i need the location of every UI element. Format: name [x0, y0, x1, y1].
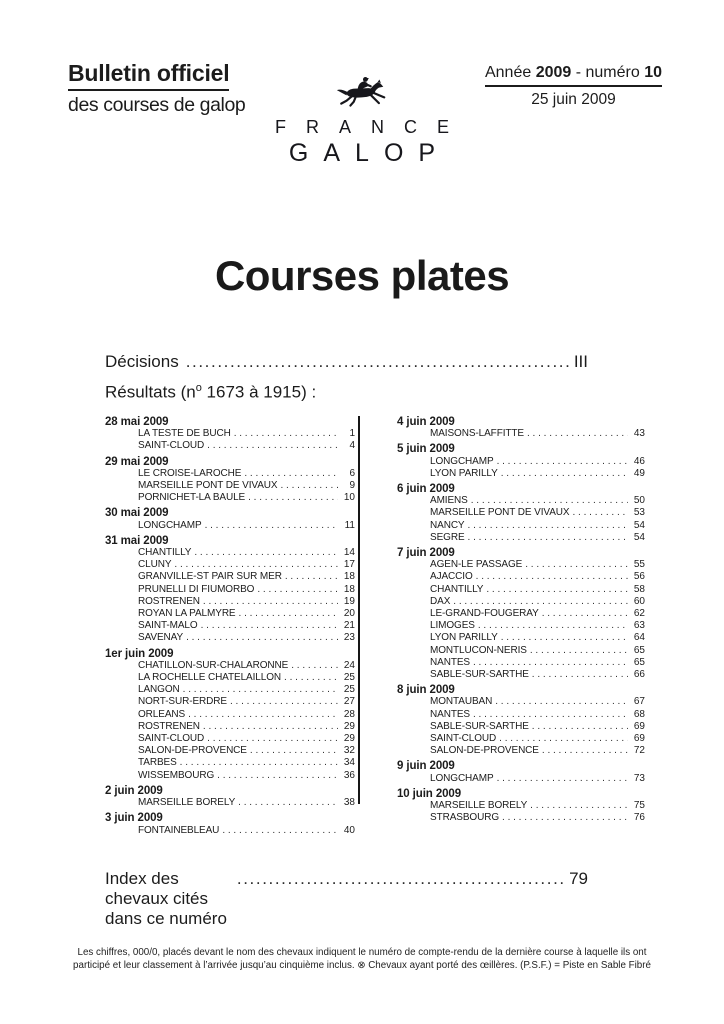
toc-date-group: [105, 507, 355, 531]
toc-entry: [105, 480, 355, 492]
toc-entry: [397, 428, 645, 440]
summary-section: [105, 350, 588, 405]
racecourse-name: LANGON: [138, 684, 180, 696]
galloping-horse-jockey-icon: [333, 74, 391, 112]
dot-leader: [230, 696, 338, 708]
dot-leader: [180, 757, 338, 769]
dot-leader: [573, 507, 629, 519]
dot-leader: [203, 721, 338, 733]
page-number: 32: [343, 745, 355, 757]
dot-leader: [250, 745, 338, 757]
dot-leader: [257, 584, 338, 596]
page-number: 11: [344, 519, 355, 531]
page-number: 58: [633, 583, 645, 595]
toc-date-group: [105, 785, 355, 809]
racecourse-name: SEGRE: [430, 531, 465, 543]
page-number: 68: [633, 708, 645, 720]
dot-leader: [237, 869, 565, 889]
toc-entry: [397, 532, 645, 544]
racecourse-name: SAINT-CLOUD: [138, 733, 205, 745]
toc-date-heading: 2 juin 2009: [105, 784, 163, 797]
dot-leader: [499, 733, 628, 745]
dot-leader: [248, 492, 338, 504]
toc-date-group: [397, 684, 645, 757]
racecourse-name: WISSEMBOURG: [138, 769, 215, 781]
toc-entry: [105, 745, 355, 757]
issue-number: 10: [644, 64, 662, 81]
toc-entry: [397, 773, 645, 785]
toc-date-heading: 8 juin 2009: [397, 684, 455, 697]
toc-entry: [397, 596, 645, 608]
racecourse-name: MARSEILLE BORELY: [138, 797, 236, 809]
page-number: 29: [343, 720, 355, 732]
racecourse-name: SAVENAY: [138, 632, 184, 644]
dot-leader: [201, 620, 338, 632]
dot-leader: [188, 709, 338, 721]
dot-leader: [530, 800, 628, 812]
toc-entry: [105, 559, 355, 571]
toc-entry: [105, 825, 355, 837]
racecourse-name: MARSEILLE BORELY: [430, 800, 528, 812]
toc-date-group: [105, 812, 355, 836]
racecourse-name: SALON-DE-PROVENCE: [138, 745, 247, 757]
toc-date-group: [397, 788, 645, 825]
racecourse-name: SALON-DE-PROVENCE: [430, 745, 539, 757]
toc-date-heading: 3 juin 2009: [105, 812, 163, 825]
dot-leader: [532, 721, 628, 733]
racecourse-name: SAINT-CLOUD: [138, 440, 205, 452]
dot-leader: [207, 440, 338, 452]
toc-date-heading: 29 mai 2009: [105, 455, 169, 468]
page-number: 75: [633, 800, 645, 812]
dot-leader: [478, 620, 628, 632]
toc-entry: [397, 721, 645, 733]
racecourse-name: PORNICHET-LA BAULE: [138, 492, 246, 504]
racecourse-name: NORT-SUR-ERDRE: [138, 696, 227, 708]
toc-entry: [397, 520, 645, 532]
toc-date-heading: 6 juin 2009: [397, 483, 455, 496]
racecourse-name: SABLE-SUR-SARTHE: [430, 669, 529, 681]
toc-entry: [105, 709, 355, 721]
racecourse-name: GRANVILLE-ST PAIR SUR MER: [138, 571, 282, 583]
issue-year: 2009: [535, 64, 572, 81]
page-number: 4: [349, 440, 355, 452]
page-number: 36: [343, 769, 355, 781]
page-number: 28: [343, 708, 355, 720]
dot-leader: [174, 559, 338, 571]
toc-entry: [105, 468, 355, 480]
page-number: 65: [633, 656, 645, 668]
racecourse-name: NANTES: [430, 708, 470, 720]
racecourse-name: LONGCHAMP: [430, 455, 494, 467]
page-number: 60: [633, 595, 645, 607]
page-number: 53: [633, 507, 645, 519]
page-number: 69: [633, 720, 645, 732]
page-number: 62: [633, 608, 645, 620]
page-number: 55: [633, 559, 645, 571]
dot-leader: [495, 696, 628, 708]
page-number: 66: [633, 669, 645, 681]
page-number: 20: [343, 608, 355, 620]
page-number: 50: [633, 495, 645, 507]
page-number: 29: [343, 733, 355, 745]
horse-index-row: [105, 869, 588, 929]
dot-leader: [239, 608, 338, 620]
page-number: 19: [343, 595, 355, 607]
page-number: 54: [633, 519, 645, 531]
toc-date-group: [105, 416, 355, 453]
racecourse-name: CHANTILLY: [138, 547, 192, 559]
toc-entry: [105, 620, 355, 632]
toc-date-heading: 7 juin 2009: [397, 547, 455, 560]
racecourse-name: LIMOGES: [430, 620, 475, 632]
issue-annee-label: Année: [484, 64, 536, 81]
masthead-title: Bulletin officiel: [68, 60, 229, 91]
page-number: 38: [343, 797, 355, 809]
toc-entry: [105, 428, 355, 440]
racecourse-name: SABLE-SUR-SARTHE: [430, 720, 529, 732]
page-number: 56: [633, 571, 645, 583]
page-number: 65: [633, 644, 645, 656]
logo-text-france: FRANCE: [274, 117, 469, 137]
racecourse-name: AJACCIO: [430, 571, 473, 583]
dot-leader: [183, 684, 338, 696]
racecourse-name: NANTES: [430, 656, 470, 668]
toc-entry: [397, 584, 645, 596]
horse-index-page-number: 79: [569, 869, 588, 888]
toc-date-heading: 5 juin 2009: [397, 443, 455, 456]
page-number: 6: [349, 467, 355, 479]
page-number: 9: [349, 480, 355, 492]
racecourse-name: LE-GRAND-FOUGERAY: [430, 608, 539, 620]
page-number: 25: [343, 672, 355, 684]
racecourse-name: STRASBOURG: [430, 812, 500, 824]
dot-leader: [525, 559, 628, 571]
toc-date-group: [397, 483, 645, 544]
toc-column-left: [105, 416, 355, 837]
racecourse-name: LONGCHAMP: [138, 519, 202, 531]
page-number: 40: [343, 824, 355, 836]
page-number: 76: [633, 812, 645, 824]
resultats-row: [105, 376, 588, 405]
racecourse-name: LE CROISE-LAROCHE: [138, 467, 242, 479]
racecourse-name: FONTAINEBLEAU: [138, 824, 220, 836]
toc-entry: [397, 507, 645, 519]
toc-entry: [397, 495, 645, 507]
dot-leader: [468, 520, 628, 532]
toc-date-heading: 10 juin 2009: [397, 787, 462, 800]
dot-leader: [194, 547, 338, 559]
page-number: 67: [633, 696, 645, 708]
page-number: 23: [343, 632, 355, 644]
footer-note-line1: Les chiffres, 000/0, placés devant le nom des chevaux indiquent le numéro de compte-rendu de la dernière course à laquelle ils ont: [77, 947, 647, 958]
toc-date-heading: 28 mai 2009: [105, 416, 169, 428]
toc-date-heading: 4 juin 2009: [397, 416, 455, 428]
toc-entry: [105, 571, 355, 583]
toc-date-heading: 1er juin 2009: [105, 647, 174, 660]
issue-block: [485, 64, 662, 109]
issue-date: 25 juin 2009: [531, 91, 616, 108]
page-number: 18: [343, 583, 355, 595]
racecourse-name: MARSEILLE PONT DE VIVAUX: [138, 480, 278, 492]
racecourse-name: MARSEILLE PONT DE VIVAUX: [430, 507, 570, 519]
page-number: 49: [633, 467, 645, 479]
dot-leader: [532, 669, 628, 681]
toc-entry: [397, 812, 645, 824]
dot-leader: [217, 770, 338, 782]
toc-entry: [105, 440, 355, 452]
toc-entry: [397, 468, 645, 480]
decisions-label: Décisions: [105, 352, 179, 371]
toc-date-group: [105, 456, 355, 505]
dot-leader: [238, 797, 338, 809]
horse-index-label: Index des chevaux cités dans ce numéro: [105, 869, 227, 928]
racecourse-name: SAINT-CLOUD: [430, 733, 497, 745]
racecourse-name: ROSTRENEN: [138, 720, 200, 732]
dot-leader: [542, 745, 628, 757]
toc-entry: [105, 757, 355, 769]
toc-date-group: [397, 547, 645, 681]
dot-leader: [471, 495, 628, 507]
dot-leader: [542, 608, 628, 620]
toc-entry: [397, 571, 645, 583]
page-number: 72: [633, 745, 645, 757]
toc-entry: [397, 608, 645, 620]
toc-column-right: [392, 416, 645, 837]
dot-leader: [453, 596, 628, 608]
toc-entry: [397, 733, 645, 745]
dot-leader: [203, 596, 338, 608]
dot-leader: [502, 812, 628, 824]
toc-entry: [397, 745, 645, 757]
issue-number-line: [485, 64, 662, 87]
racecourse-name: MONTLUCON-NERIS: [430, 644, 527, 656]
dot-leader: [244, 468, 338, 480]
dot-leader: [527, 428, 628, 440]
toc-date-group: [105, 648, 355, 782]
dot-leader: [281, 480, 339, 492]
racecourse-name: LYON PARILLY: [430, 632, 498, 644]
page-number: 14: [343, 547, 355, 559]
dot-leader: [291, 660, 338, 672]
racecourse-name: LONGCHAMP: [430, 772, 494, 784]
toc-date-heading: 9 juin 2009: [397, 760, 455, 773]
dot-leader: [205, 520, 338, 532]
masthead-subtitle: des courses de galop: [68, 94, 246, 116]
toc-entry: [397, 620, 645, 632]
toc-date-heading: 30 mai 2009: [105, 507, 169, 520]
toc-entry: [105, 696, 355, 708]
toc-entry: [397, 645, 645, 657]
page-number: 21: [343, 620, 355, 632]
page-number: 27: [343, 696, 355, 708]
toc-entry: [105, 596, 355, 608]
dot-leader: [284, 672, 338, 684]
page-number: 18: [343, 571, 355, 583]
racecourse-name: SAINT-MALO: [138, 620, 198, 632]
toc-date-heading: 31 mai 2009: [105, 534, 169, 547]
column-divider-rule: [358, 416, 360, 804]
page-number: 64: [633, 632, 645, 644]
toc-entry: [105, 797, 355, 809]
racecourse-name: ROYAN LA PALMYRE: [138, 608, 236, 620]
dot-leader: [530, 645, 628, 657]
racecourse-name: AGEN-LE PASSAGE: [430, 559, 523, 571]
racecourse-name: ROSTRENEN: [138, 595, 200, 607]
toc-date-group: [397, 760, 645, 784]
decisions-page-number: III: [573, 352, 588, 371]
toc-entry: [105, 770, 355, 782]
racecourse-name: LA TESTE DE BUCH: [138, 428, 231, 440]
racecourse-name: CHANTILLY: [430, 583, 484, 595]
dot-leader: [234, 428, 338, 440]
page-number: 73: [633, 772, 645, 784]
page-number: 69: [633, 733, 645, 745]
toc-date-group: [105, 535, 355, 645]
toc-entry: [105, 672, 355, 684]
racecourse-name: LA ROCHELLE CHATELAILLON: [138, 672, 282, 684]
dot-leader: [473, 709, 628, 721]
dot-leader: [501, 468, 628, 480]
toc-columns: [105, 416, 645, 837]
decisions-row: [105, 350, 588, 374]
toc-entry: [105, 492, 355, 504]
racecourse-name: LYON PARILLY: [430, 467, 498, 479]
toc-entry: [105, 660, 355, 672]
page-number: 34: [343, 757, 355, 769]
page-title: Courses plates: [214, 252, 510, 299]
dot-leader: [476, 571, 628, 583]
page-number: 17: [343, 559, 355, 571]
page-number: 24: [343, 659, 355, 671]
toc-entry: [397, 657, 645, 669]
toc-entry: [397, 696, 645, 708]
dot-leader: [207, 733, 338, 745]
racecourse-name: MONTAUBAN: [430, 696, 493, 708]
dot-leader: [285, 571, 338, 583]
toc-entry: [105, 608, 355, 620]
racecourse-name: CLUNY: [138, 559, 172, 571]
racecourse-name: PRUNELLI DI FIUMORBO: [138, 583, 255, 595]
footer-note-line2: participé et leur classement à l’arrivée jusqu’au cinquième inclus. ⊗ Chevaux ayant porté des œillères. (P.S.F.) = Piste en Sable Fibré: [73, 959, 651, 971]
toc-entry: [397, 559, 645, 571]
page-number: 54: [633, 531, 645, 543]
dot-leader: [222, 825, 338, 837]
toc-entry: [105, 547, 355, 559]
racecourse-name: TARBES: [138, 757, 177, 769]
toc-entry: [397, 800, 645, 812]
page-number: 63: [633, 620, 645, 632]
toc-entry: [397, 669, 645, 681]
dot-leader: [497, 456, 628, 468]
resultats-label: Résultats ($n^o$ 1673 à 1915) :: [105, 382, 317, 402]
issue-numero-label: - numéro: [571, 64, 645, 81]
toc-entry: [105, 632, 355, 644]
racecourse-name: MAISONS-LAFFITTE: [430, 428, 524, 440]
toc-entry: [105, 520, 355, 532]
page-number: 43: [633, 428, 645, 440]
toc-date-group: [397, 443, 645, 480]
dot-leader: [468, 532, 628, 544]
racecourse-name: DAX: [430, 595, 451, 607]
dot-leader: [497, 773, 628, 785]
racecourse-name: AMIENS: [430, 495, 468, 507]
toc-date-group: [397, 416, 645, 440]
page-number: 10: [343, 492, 355, 504]
dot-leader: [186, 632, 338, 644]
toc-entry: [105, 733, 355, 745]
toc-entry: [397, 709, 645, 721]
page-number: 1: [349, 428, 355, 440]
toc-entry: [105, 584, 355, 596]
toc-entry: [105, 721, 355, 733]
racecourse-name: CHATILLON-SUR-CHALARONNE: [138, 659, 289, 671]
logo-text-galop: GALOP: [288, 139, 451, 167]
toc-entry: [105, 684, 355, 696]
racecourse-name: NANCY: [430, 519, 465, 531]
page-number: 46: [633, 455, 645, 467]
toc-entry: [397, 456, 645, 468]
toc-entry: [397, 632, 645, 644]
dot-leader: [486, 584, 628, 596]
dot-leader: [473, 657, 628, 669]
footer-note: [40, 947, 684, 972]
dot-leader: [501, 632, 628, 644]
dot-leader: [186, 350, 570, 374]
racecourse-name: ORLEANS: [138, 708, 186, 720]
page-number: 25: [343, 684, 355, 696]
